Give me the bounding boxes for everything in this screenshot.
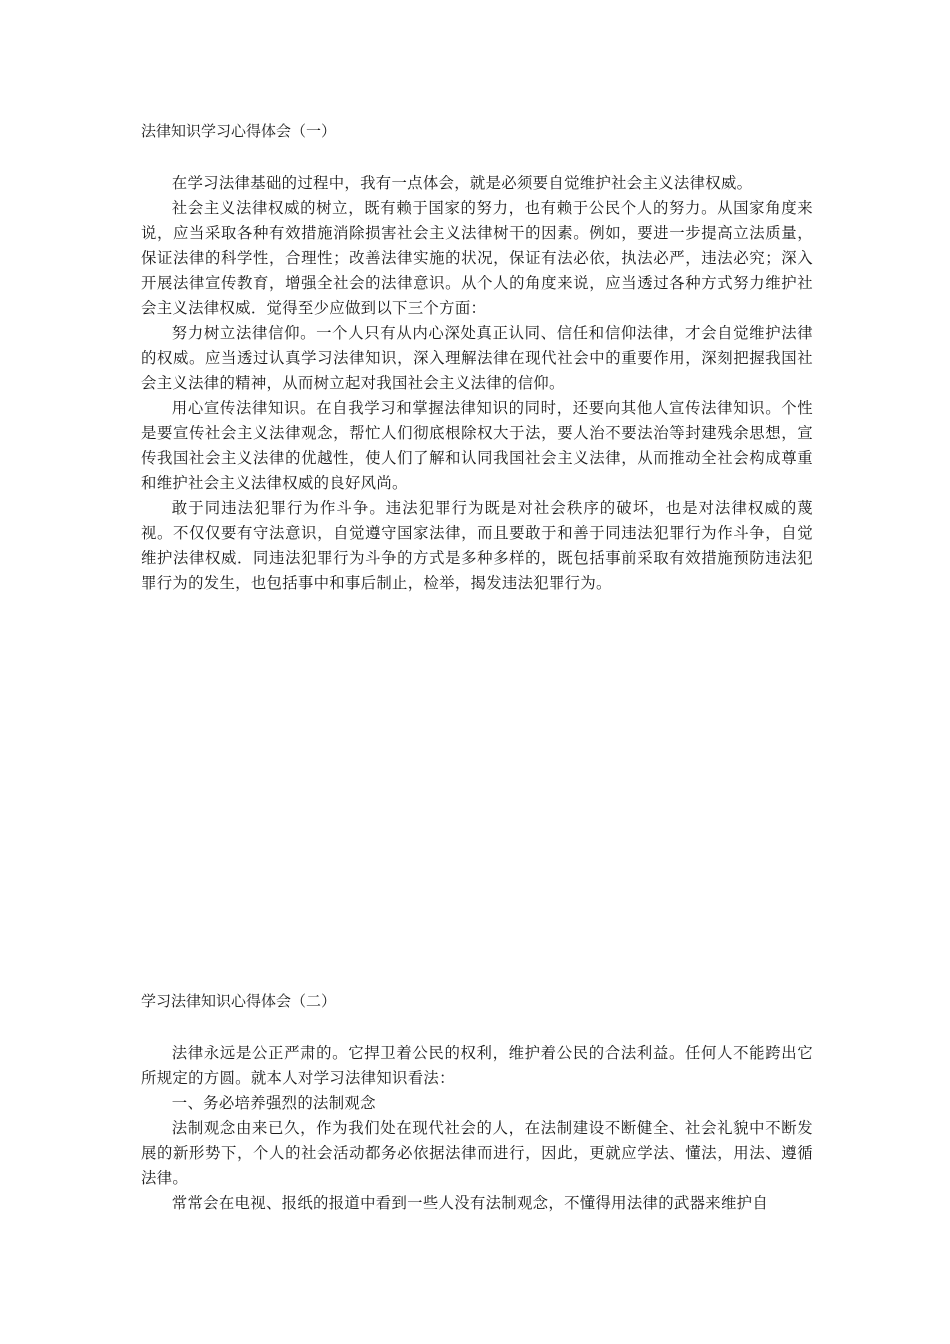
paragraph: 社会主义法律权威的树立，既有赖于国家的努力，也有赖于公民个人的努力。从国家角度来说，应当采取各种有效措施消除损害社会主义法律树干的因素。例如，要进一步提高立法质量，保证法律的科学性，合理性；改善法律实施的状况，保证有法必依，执法必严，违法必究；深入开展法律宣传教育，增强全社会的法律意识。从个人的角度来说，应当透过各种方式努力维护社会主义法律权威．觉得至少应做到以下三个方面：: [141, 199, 813, 317]
paragraph: 法律永远是公正严肃的。它捍卫着公民的权利，维护着公民的合法利益。任何人不能跨出它所规定的方圆。就本人对学习法律知识看法：: [141, 1044, 813, 1087]
paragraph: 法制观念由来已久，作为我们处在现代社会的人，在法制建设不断健全、社会礼貌中不断发展的新形势下，个人的社会活动都务必依据法律而进行，因此，更就应学法、懂法，用法、遵循法律。: [141, 1119, 813, 1187]
paragraph: 敢于同违法犯罪行为作斗争。违法犯罪行为既是对社会秩序的破坏，也是对法律权威的蔑视。不仅仅要有守法意识，自觉遵守国家法律，而且要敢于和善于同违法犯罪行为作斗争，自觉维护法律权威．同违法犯罪行为斗争的方式是多种多样的，既包括事前采取有效措施预防违法犯罪行为的发生，也包括事中和事后制止，检举，揭发违法犯罪行为。: [141, 499, 813, 592]
essay-section-1: [141, 121, 813, 596]
section-title: 学习法律知识心得体会（二）: [141, 992, 337, 1010]
section-title: 法律知识学习心得体会（一）: [141, 122, 337, 140]
subheading: 一、务必培养强烈的法制观念: [171, 1094, 376, 1112]
paragraph: 努力树立法律信仰。一个人只有从内心深处真正认同、信任和信仰法律，才会自觉维护法律的权威。应当透过认真学习法律知识，深入理解法律在现代社会中的重要作用，深刻把握我国社会主义法律的精神，从而树立起对我国社会主义法律的信仰。: [141, 324, 813, 392]
essay-section-2: [141, 991, 813, 1216]
paragraph: 在学习法律基础的过程中，我有一点体会，就是必须要自觉维护社会主义法律权威。: [171, 174, 753, 192]
paragraph: 常常会在电视、报纸的报道中看到一些人没有法制观念，不懂得用法律的武器来维护自: [171, 1194, 769, 1212]
paragraph: 用心宣传法律知识。在自我学习和掌握法律知识的同时，还要向其他人宣传法律知识。个性是要宣传社会主义法律观念，帮忙人们彻底根除权大于法，要人治不要法治等封建残余思想，宣传我国社会主义法律的优越性，使人们了解和认同我国社会主义法律，从而推动全社会构成尊重和维护社会主义法律权威的良好风尚。: [141, 399, 813, 492]
